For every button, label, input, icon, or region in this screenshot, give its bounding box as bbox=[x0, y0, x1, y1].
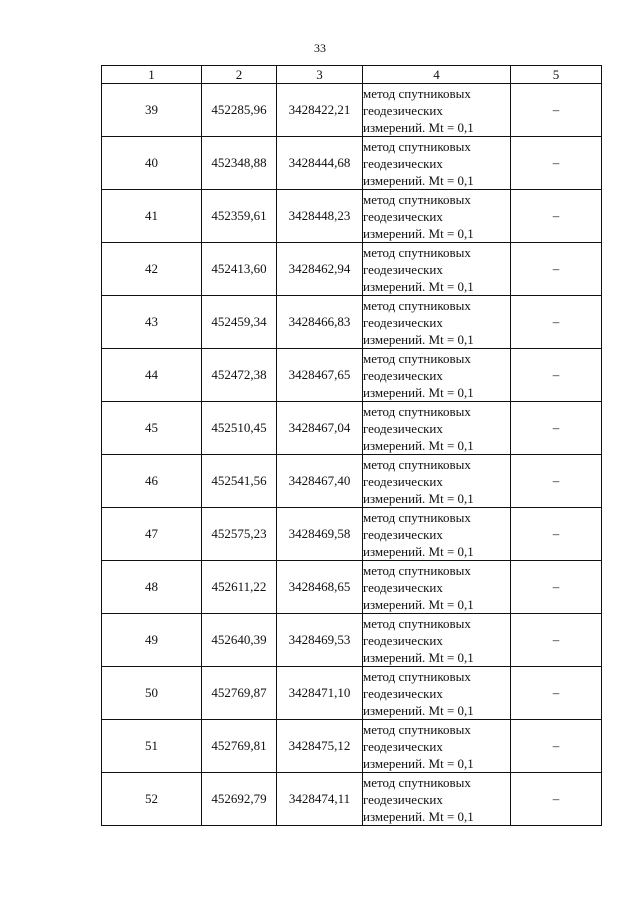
method-cell bbox=[363, 773, 511, 826]
method-cell bbox=[363, 296, 511, 349]
method-line: измерений. Mt = 0,1 bbox=[363, 278, 474, 294]
method-line: геодезических bbox=[363, 579, 443, 595]
table-row bbox=[102, 190, 602, 243]
table-header-row bbox=[102, 66, 602, 84]
table-row bbox=[102, 561, 602, 614]
note-cell: – bbox=[511, 243, 602, 296]
x-coordinate-cell: 452472,38 bbox=[202, 349, 277, 402]
note-cell: – bbox=[511, 137, 602, 190]
method-cell bbox=[363, 349, 511, 402]
method-line: геодезических bbox=[363, 367, 443, 383]
column-header-5: 5 bbox=[511, 66, 602, 84]
point-number-cell: 47 bbox=[102, 508, 202, 561]
x-coordinate-cell: 452413,60 bbox=[202, 243, 277, 296]
point-number-cell: 49 bbox=[102, 614, 202, 667]
method-line: метод спутниковых bbox=[363, 350, 471, 366]
column-header-3: 3 bbox=[277, 66, 363, 84]
point-number-cell: 52 bbox=[102, 773, 202, 826]
point-number-cell: 45 bbox=[102, 402, 202, 455]
note-cell: – bbox=[511, 190, 602, 243]
method-line: измерений. Mt = 0,1 bbox=[363, 596, 474, 612]
note-cell: – bbox=[511, 296, 602, 349]
method-line: измерений. Mt = 0,1 bbox=[363, 437, 474, 453]
method-line: геодезических bbox=[363, 102, 443, 118]
method-line: метод спутниковых bbox=[363, 509, 471, 525]
note-cell: – bbox=[511, 402, 602, 455]
method-line: геодезических bbox=[363, 738, 443, 754]
method-line: геодезических bbox=[363, 208, 443, 224]
method-line: измерений. Mt = 0,1 bbox=[363, 490, 474, 506]
note-cell: – bbox=[511, 614, 602, 667]
method-cell bbox=[363, 720, 511, 773]
method-line: измерений. Mt = 0,1 bbox=[363, 543, 474, 559]
table-row bbox=[102, 137, 602, 190]
table-row bbox=[102, 508, 602, 561]
note-cell: – bbox=[511, 720, 602, 773]
method-line: метод спутниковых bbox=[363, 297, 471, 313]
method-cell bbox=[363, 190, 511, 243]
x-coordinate-cell: 452611,22 bbox=[202, 561, 277, 614]
method-line: геодезических bbox=[363, 261, 443, 277]
coordinates-table bbox=[101, 65, 602, 826]
y-coordinate-cell: 3428448,23 bbox=[277, 190, 363, 243]
x-coordinate-cell: 452459,34 bbox=[202, 296, 277, 349]
method-line: метод спутниковых bbox=[363, 668, 471, 684]
table-row bbox=[102, 614, 602, 667]
method-line: метод спутниковых bbox=[363, 615, 471, 631]
method-cell bbox=[363, 84, 511, 137]
method-line: метод спутниковых bbox=[363, 774, 471, 790]
x-coordinate-cell: 452359,61 bbox=[202, 190, 277, 243]
y-coordinate-cell: 3428467,04 bbox=[277, 402, 363, 455]
point-number-cell: 50 bbox=[102, 667, 202, 720]
note-cell: – bbox=[511, 455, 602, 508]
point-number-cell: 41 bbox=[102, 190, 202, 243]
table-row bbox=[102, 349, 602, 402]
table-row bbox=[102, 455, 602, 508]
table-row bbox=[102, 84, 602, 137]
x-coordinate-cell: 452640,39 bbox=[202, 614, 277, 667]
y-coordinate-cell: 3428467,40 bbox=[277, 455, 363, 508]
column-header-2: 2 bbox=[202, 66, 277, 84]
point-number-cell: 44 bbox=[102, 349, 202, 402]
method-line: измерений. Mt = 0,1 bbox=[363, 225, 474, 241]
method-line: измерений. Mt = 0,1 bbox=[363, 119, 474, 135]
method-line: метод спутниковых bbox=[363, 138, 471, 154]
y-coordinate-cell: 3428474,11 bbox=[277, 773, 363, 826]
table-row bbox=[102, 402, 602, 455]
note-cell: – bbox=[511, 508, 602, 561]
table-row bbox=[102, 243, 602, 296]
method-line: измерений. Mt = 0,1 bbox=[363, 649, 474, 665]
method-cell bbox=[363, 402, 511, 455]
y-coordinate-cell: 3428469,53 bbox=[277, 614, 363, 667]
x-coordinate-cell: 452348,88 bbox=[202, 137, 277, 190]
method-cell bbox=[363, 667, 511, 720]
y-coordinate-cell: 3428462,94 bbox=[277, 243, 363, 296]
method-line: метод спутниковых bbox=[363, 191, 471, 207]
method-line: метод спутниковых bbox=[363, 244, 471, 260]
point-number-cell: 43 bbox=[102, 296, 202, 349]
point-number-cell: 40 bbox=[102, 137, 202, 190]
y-coordinate-cell: 3428471,10 bbox=[277, 667, 363, 720]
method-line: геодезических bbox=[363, 473, 443, 489]
method-line: измерений. Mt = 0,1 bbox=[363, 702, 474, 718]
method-line: геодезических bbox=[363, 155, 443, 171]
column-header-4: 4 bbox=[363, 66, 511, 84]
y-coordinate-cell: 3428468,65 bbox=[277, 561, 363, 614]
note-cell: – bbox=[511, 349, 602, 402]
note-cell: – bbox=[511, 773, 602, 826]
y-coordinate-cell: 3428422,21 bbox=[277, 84, 363, 137]
method-cell bbox=[363, 561, 511, 614]
method-line: измерений. Mt = 0,1 bbox=[363, 384, 474, 400]
method-cell bbox=[363, 508, 511, 561]
y-coordinate-cell: 3428469,58 bbox=[277, 508, 363, 561]
y-coordinate-cell: 3428466,83 bbox=[277, 296, 363, 349]
method-line: метод спутниковых bbox=[363, 456, 471, 472]
point-number-cell: 39 bbox=[102, 84, 202, 137]
table-row bbox=[102, 667, 602, 720]
note-cell: – bbox=[511, 84, 602, 137]
method-cell bbox=[363, 243, 511, 296]
method-cell bbox=[363, 455, 511, 508]
table-row bbox=[102, 720, 602, 773]
x-coordinate-cell: 452769,87 bbox=[202, 667, 277, 720]
method-line: измерений. Mt = 0,1 bbox=[363, 172, 474, 188]
method-line: измерений. Mt = 0,1 bbox=[363, 755, 474, 771]
method-line: измерений. Mt = 0,1 bbox=[363, 808, 474, 824]
method-line: геодезических bbox=[363, 314, 443, 330]
y-coordinate-cell: 3428467,65 bbox=[277, 349, 363, 402]
x-coordinate-cell: 452510,45 bbox=[202, 402, 277, 455]
x-coordinate-cell: 452769,81 bbox=[202, 720, 277, 773]
method-line: измерений. Mt = 0,1 bbox=[363, 331, 474, 347]
method-line: геодезических bbox=[363, 791, 443, 807]
point-number-cell: 51 bbox=[102, 720, 202, 773]
method-line: метод спутниковых bbox=[363, 721, 471, 737]
column-header-1: 1 bbox=[102, 66, 202, 84]
method-line: метод спутниковых bbox=[363, 403, 471, 419]
method-cell bbox=[363, 137, 511, 190]
method-line: геодезических bbox=[363, 526, 443, 542]
x-coordinate-cell: 452575,23 bbox=[202, 508, 277, 561]
method-line: метод спутниковых bbox=[363, 562, 471, 578]
method-line: геодезических bbox=[363, 632, 443, 648]
page-number: 33 bbox=[314, 41, 326, 55]
x-coordinate-cell: 452285,96 bbox=[202, 84, 277, 137]
table-row bbox=[102, 773, 602, 826]
table-row bbox=[102, 296, 602, 349]
y-coordinate-cell: 3428475,12 bbox=[277, 720, 363, 773]
method-line: геодезических bbox=[363, 685, 443, 701]
point-number-cell: 46 bbox=[102, 455, 202, 508]
point-number-cell: 48 bbox=[102, 561, 202, 614]
y-coordinate-cell: 3428444,68 bbox=[277, 137, 363, 190]
x-coordinate-cell: 452541,56 bbox=[202, 455, 277, 508]
method-line: геодезических bbox=[363, 420, 443, 436]
method-line: метод спутниковых bbox=[363, 85, 471, 101]
x-coordinate-cell: 452692,79 bbox=[202, 773, 277, 826]
point-number-cell: 42 bbox=[102, 243, 202, 296]
method-cell bbox=[363, 614, 511, 667]
note-cell: – bbox=[511, 561, 602, 614]
note-cell: – bbox=[511, 667, 602, 720]
